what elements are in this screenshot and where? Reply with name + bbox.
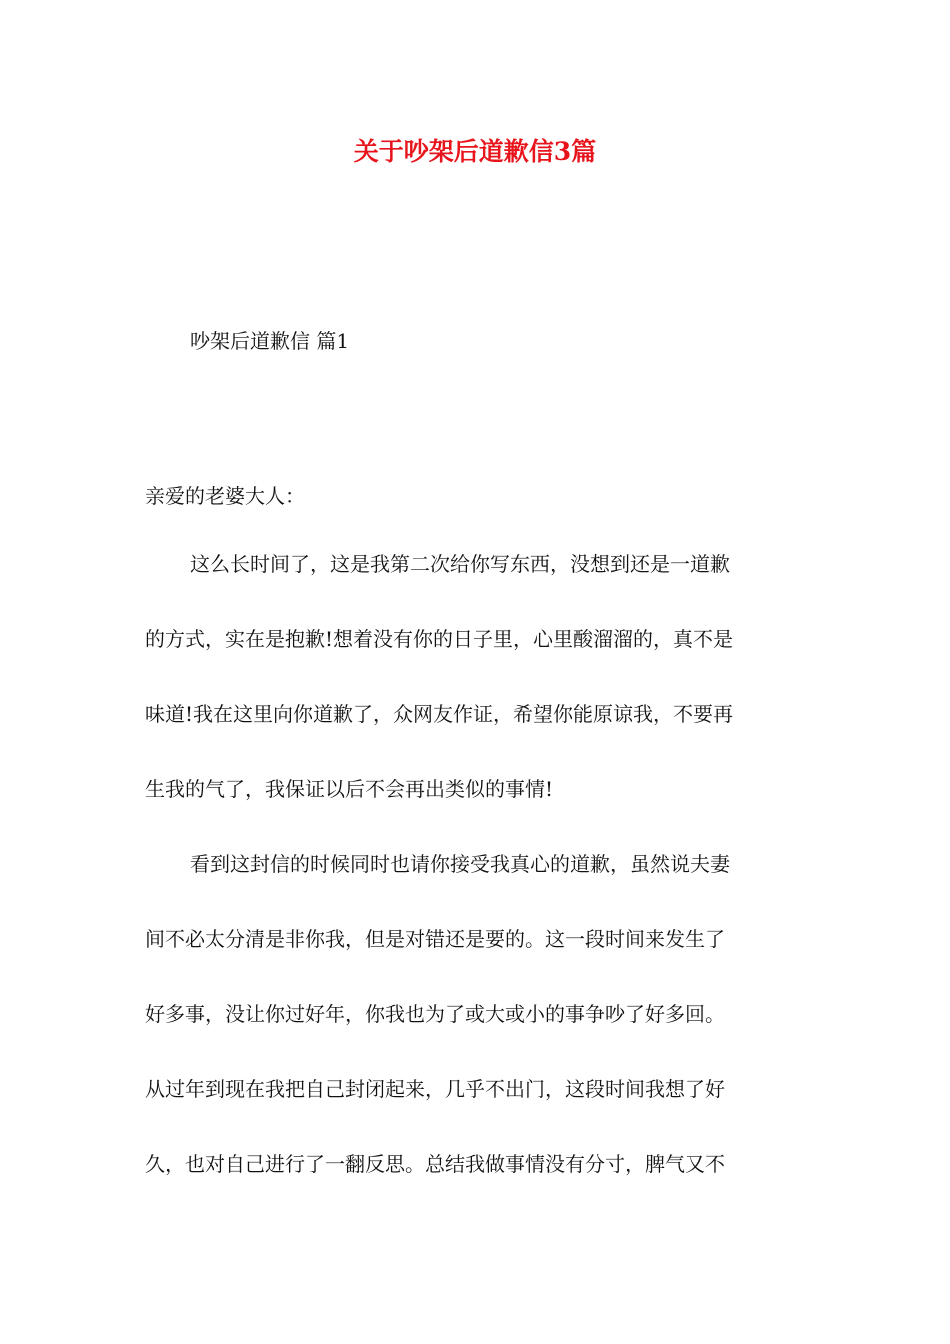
paragraph-2-line-4: 从过年到现在我把自己封闭起来，几乎不出门，这段时间我想了好: [145, 1077, 725, 1101]
letter-salutation: 亲爱的老婆大人：: [145, 484, 305, 508]
paragraph-1-line-3: 味道!我在这里向你道歉了，众网友作证，希望你能原谅我，不要再: [145, 702, 734, 726]
paragraph-2-line-3: 好多事，没让你过好年，你我也为了或大或小的事争吵了好多回。: [145, 1002, 725, 1026]
section-heading: 吵架后道歉信 篇1: [190, 329, 350, 353]
paragraph-1-line-4: 生我的气了，我保证以后不会再出类似的事情!: [145, 777, 554, 801]
paragraph-2-line-1: 看到这封信的时候同时也请你接受我真心的道歉，虽然说夫妻: [190, 852, 730, 876]
paragraph-2-line-5: 久，也对自己进行了一翻反思。总结我做事情没有分寸，脾气又不: [145, 1152, 725, 1176]
paragraph-1-line-2: 的方式，实在是抱歉!想着没有你的日子里，心里酸溜溜的，真不是: [145, 627, 734, 651]
paragraph-1-line-1: 这么长时间了，这是我第二次给你写东西，没想到还是一道歉: [190, 552, 730, 576]
paragraph-2-line-2: 间不必太分清是非你我，但是对错还是要的。这一段时间来发生了: [145, 927, 725, 951]
document-title: 关于吵架后道歉信3篇: [353, 137, 597, 166]
